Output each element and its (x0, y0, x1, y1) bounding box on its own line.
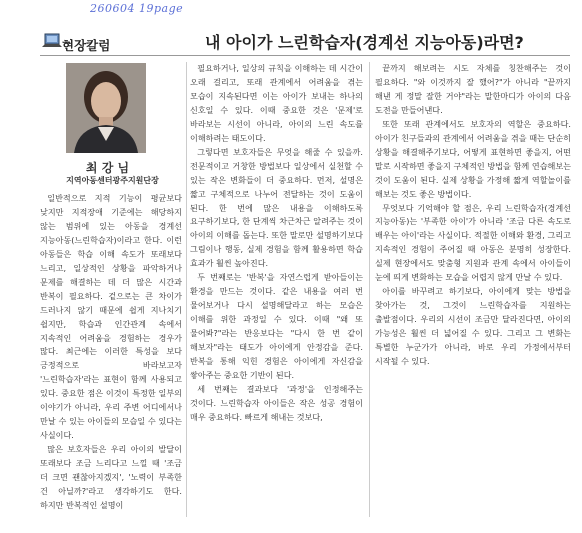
paragraph: 끝까지 해보려는 시도 자체를 칭찬해주는 것이 필요하다. "와 이것까지 잘 했어?"가 아니라 "끝까지 해낸 게 정말 잘한 거야"라는 말한마디가 아이의 다음 도전을 만들어낸다. (375, 63, 571, 115)
author-name: 최 강 님 (85, 161, 130, 175)
author-title: 지역아동센터광주지원단장 (66, 176, 159, 185)
headline-divider (40, 55, 570, 56)
paragraph: 아이를 바꾸려고 하기보다, 아이에게 맞는 방법을 찾아가는 것, 그것이 느린학습자를 지원하는 출발점이다. 우리의 시선이 조금만 달라진다면, 아이의 가능성은 훨씬 더 넓어질 수 있다. 그리고 그 변화는 특별한 누군가가 아니라, 바로 우리 가정에서부터 시작될 수 있다. (375, 286, 571, 367)
paragraph: 또한 또래 관계에서도 보호자의 역할은 중요하다. 아이가 친구들과의 관계에서 어려움을 겪을 때는 단순히 상황을 해결해주기보다, 어떻게 표현하면 좋을지, 어떤 말로 시작하면 좋을지 구체적인 방법을 함께 연습해보는 것이 도움이 된다. 실제 상황을 가정해 짧게 역할놀이를 해보는 것도 좋은 방법이다. (375, 118, 571, 199)
article-headline: 내 아이가 느린학습자(경계선 지능아동)라면? (205, 33, 524, 52)
paragraph: 많은 보호자들은 우리 아이의 발달이 또래보다 조금 느리다고 느낄 때 '조금 더 크면 괜찮아지겠지', '노력이 부족한 건 아닐까?'라고 생각하기도 한다. 하지만 반복적인 설명이 (40, 444, 182, 510)
paragraph: 필요하거나, 일상의 규칙을 이해하는 데 시간이 오래 걸리고, 또래 관계에서 어려움을 겪는 모습이 지속된다면 이는 아이가 보내는 하나의 신호일 수 있다. 이때 중요한 것은 '문제'로 바라보는 시선이 아니라, 아이의 느린 속도를 이해하려는 태도이다. (190, 63, 363, 143)
paragraph: 그렇다면 보호자들은 무엇을 해줄 수 있을까. 전문적이고 거창한 방법보다 일상에서 실천할 수 있는 작은 변화들이 더 중요하다. 먼저, 설명은 짧고 구체적으로 나누어 전달하는 것이 도움이 된다. 한 번에 많은 내용을 이해하도록 요구하기보다, 한 단계씩 차근차근 알려주는 것이 아이의 이해를 돕는다. 또한 말로만 설명하기보다 그림이나 행동, 실제 경험을 함께 활용하면 학습 효과가 훨씬 높아진다. (190, 146, 363, 269)
handwritten-annotation: 260604 19page (90, 2, 184, 15)
paragraph: 두 번째로는 '반복'을 자연스럽게 받아들이는 환경을 만드는 것이다. 같은 내용을 여러 번 물어보거나 다시 설명해달라고 하는 모습은 이해를 위한 과정일 수 있다. 이때 "왜 또 물어봐?"라는 반응보다는 "다시 한 번 같이 해보자"라는 태도가 아이에게 안정감을 준다. 반복을 통해 익힌 경험은 아이에게 자신감을 쌓아주는 중요한 기반이 된다. (190, 272, 363, 380)
laptop-icon (42, 33, 62, 49)
author-photo (66, 63, 146, 153)
paragraph: 일반적으로 지적 기능이 평균보다 낮지만 지적장애 기준에는 해당하지 않는 범위에 있는 아동을 경계선 지능아동(느린학습자)이라고 한다. 이런 아동들은 학습 이해 속도가 또래보다 느리고, 일상적인 상황을 파악하거나 문제를 해결하는 데 더 많은 시간과 반복이 필요하다. 겉으로는 큰 차이가 드러나지 않기 때문에 쉽게 지나치기 쉽지만, 학습과 인간관계 속에서 지속적인 어려움을 경험하는 경우가 많다. 최근에는 이러한 특성을 보다 긍정적으로 바라보고자 '느린학습자'라는 표현이 함께 사용되고 있다. 중요한 점은 이것이 특정한 일부의 이야기가 아니라, 우리 주변 어디에서나 만날 수 있는 아이들의 모습일 수 있다는 사실이다. (40, 193, 182, 441)
column-divider (186, 62, 187, 517)
article-column-3 (375, 62, 571, 369)
paragraph: 세 번째는 결과보다 '과정'을 인정해주는 것이다. 느린학습자 아이들은 작은 성공 경험이 매우 중요하다. 빠르게 해내는 것보다, (190, 383, 363, 422)
paragraph: 무엇보다 기억해야 할 점은, 우리 느린학습자(경계선 지능아동)는 '부족한 아이'가 아니라 '조금 다른 속도로 배우는 아이'라는 사실이다. 적절한 이해와 환경, 그리고 지속적인 경험이 주어질 때 아동은 분명히 성장한다. 실제 현장에서도 맞춤형 지원과 관계 속에서 아이들이 눈에 띄게 변화하는 모습을 어렵지 않게 만날 수 있다. (375, 202, 571, 283)
article-column-1 (40, 192, 182, 513)
column-divider (369, 62, 370, 517)
article-column-2 (190, 62, 363, 425)
column-category: 현장칼럼 (62, 38, 111, 53)
